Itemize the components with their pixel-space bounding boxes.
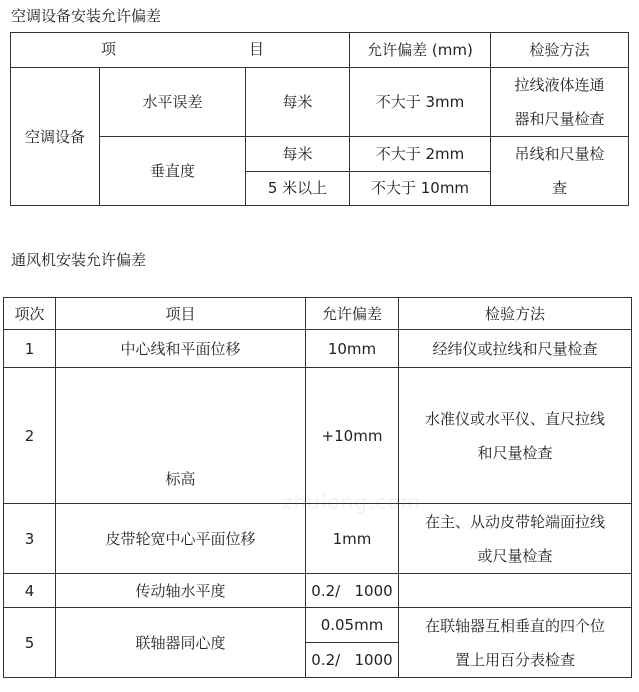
header-item-b: 目 [249, 40, 265, 58]
header-item [11, 33, 350, 68]
header-item: 项目 [56, 298, 306, 330]
row-item-label: 标高 [165, 470, 196, 488]
table-row [4, 368, 632, 504]
vertical-per2: 5 米以上 [246, 171, 350, 206]
table-row [4, 504, 632, 574]
horizontal-method-line2: 器和尺量检查 [514, 110, 605, 128]
row-item: 皮带轮宽中心平面位移 [56, 504, 306, 574]
row-method-line2: 置上用百分表检查 [454, 650, 575, 669]
header-method: 检验方法 [399, 298, 632, 330]
row-method-line1: 在联轴器互相垂直的四个位 [424, 616, 605, 635]
table-row [4, 608, 632, 643]
row-method [399, 504, 632, 574]
row-tolerance: 10mm [306, 330, 399, 368]
vertical-label: 垂直度 [100, 137, 246, 206]
row-method-line2: 和尺量检查 [477, 443, 553, 462]
table-row [4, 330, 632, 368]
row-item: 中心线和平面位移 [56, 330, 306, 368]
horizontal-per: 每米 [246, 68, 350, 137]
row-method [399, 368, 632, 504]
watermark: zhulong.com [282, 490, 422, 514]
row-method: 经纬仪或拉线和尺量检查 [399, 330, 632, 368]
row-no: 4 [4, 574, 56, 608]
header-method: 检验方法 [491, 33, 629, 68]
vertical-value1: 不大于 2mm [350, 137, 491, 172]
row-method [399, 574, 632, 608]
header-tolerance: 允许偏差 [306, 298, 399, 330]
row-no: 5 [4, 608, 56, 678]
row-no: 3 [4, 504, 56, 574]
row-method-line2: 或尺量检查 [477, 546, 553, 565]
header-item-a: 项 [101, 40, 117, 58]
horizontal-method-line1: 拉线液体连通 [514, 76, 605, 94]
fan-tolerance-table [3, 297, 632, 678]
row-item [56, 368, 306, 504]
vertical-value2: 不大于 10mm [350, 171, 491, 206]
row-tolerance: 0.2/ 1000 [306, 574, 399, 608]
row-method-line1: 水准仪或水平仪、直尺拉线 [424, 409, 605, 428]
header-tolerance: 允许偏差 (mm) [350, 33, 491, 68]
row-no: 1 [4, 330, 56, 368]
row-item: 联轴器同心度 [56, 608, 306, 678]
vertical-per1: 每米 [246, 137, 350, 172]
row-method-line1: 在主、从动皮带轮端面拉线 [424, 512, 605, 531]
row-tolerance: 1mm [306, 504, 399, 574]
horizontal-value: 不大于 3mm [350, 68, 491, 137]
row-method [399, 608, 632, 678]
horizontal-label: 水平误差 [100, 68, 246, 137]
table1-title: 空调设备安装允许偏差 [11, 7, 162, 25]
vertical-method-line1: 吊线和尺量检 [514, 145, 605, 163]
table-row [4, 574, 632, 608]
row-no: 2 [4, 368, 56, 504]
row-tolerance-1: 0.05mm [306, 608, 399, 643]
equipment-tolerance-table [10, 32, 629, 206]
vertical-method [491, 137, 629, 206]
equipment-label: 空调设备 [11, 68, 100, 206]
table2-title: 通风机安装允许偏差 [11, 251, 147, 269]
row-item: 传动轴水平度 [56, 574, 306, 608]
vertical-method-line2: 查 [552, 179, 568, 197]
header-no: 项次 [4, 298, 56, 330]
horizontal-method [491, 68, 629, 137]
row-tolerance-2: 0.2/ 1000 [306, 643, 399, 678]
row-tolerance: +10mm [306, 368, 399, 504]
